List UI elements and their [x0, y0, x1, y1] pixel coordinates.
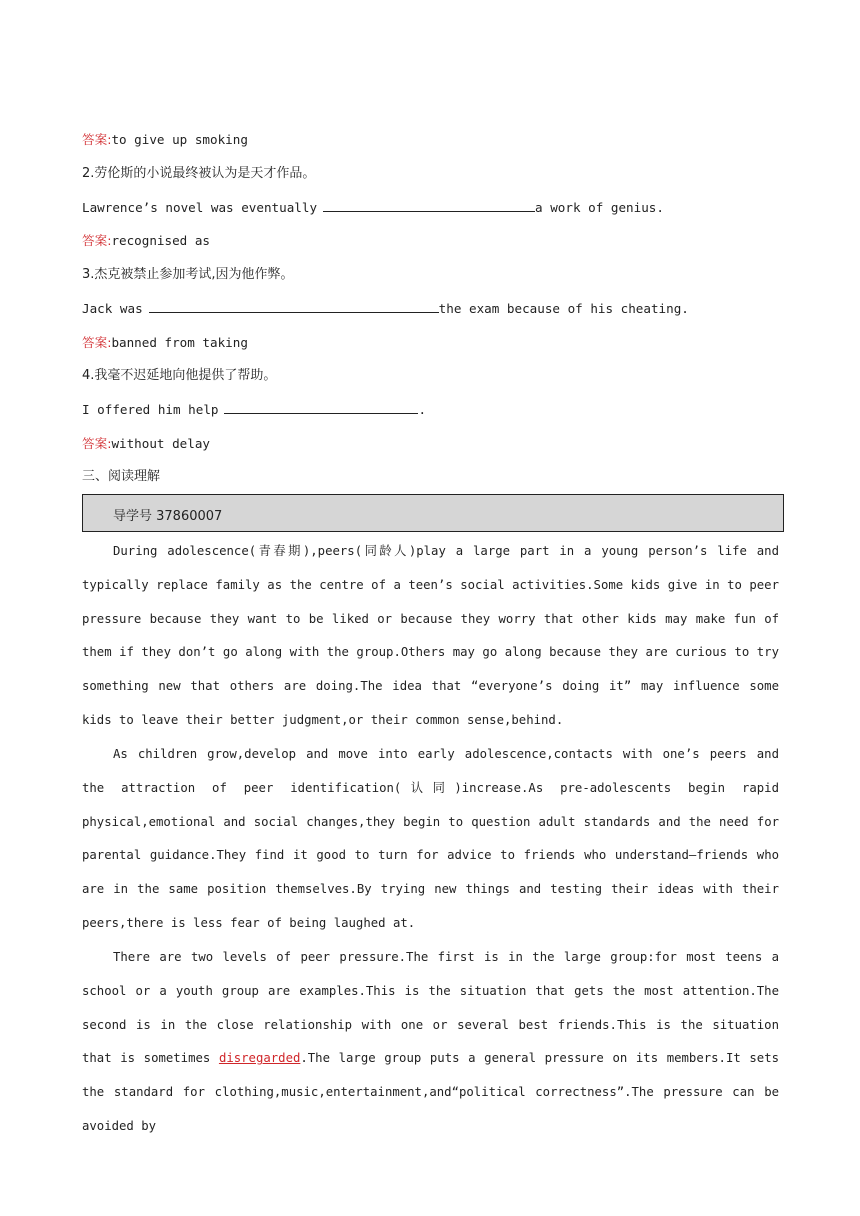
question-text: a work of genius. — [535, 200, 664, 215]
question-2-chinese: 2.劳伦斯的小说最终被认为是天才作品。 — [82, 166, 316, 181]
answer-2 — [82, 232, 779, 250]
answer-text: to give up smoking — [111, 132, 248, 147]
fill-blank — [323, 199, 535, 212]
guide-number: 导学号 37860007 — [113, 509, 223, 524]
answer-label: 答案: — [82, 132, 112, 147]
answer-label: 答案: — [82, 233, 112, 248]
passage-paragraph-2: As children grow,develop and move into early adolescence,contacts with one’s peers and the attraction of peer identification(认同)increase.As pre-adolescents begin rapid physical,emotional and social changes,they begin to question adult standards and the need for parental guidance.They find it good to turn for advice to friends who understand—friends who are in the same position themselves.By trying new things and testing their ideas with their peers,there is less fear of being laughed at. — [82, 747, 779, 930]
paragraph-text: There are two levels of peer pressure.The first is in the large group:for most teens a school or a youth group are examples.This is the situation that gets the most attention.The second is in the close relationship with one or several best friends.This is the situation that is sometimes — [82, 950, 779, 1066]
answer-text: without delay — [111, 436, 211, 451]
question-4-english — [82, 401, 779, 419]
highlighted-word: disregarded — [218, 1051, 301, 1066]
answer-label: 答案: — [82, 436, 112, 451]
answer-label: 答案: — [82, 335, 112, 350]
answer-3 — [82, 334, 779, 352]
question-3-english — [82, 300, 779, 318]
paragraph-text: .The large group puts a general pressure on its members.It sets the standard for clothing,music,entertainment,and“political correctness”.The pressure can be avoided by — [82, 1051, 779, 1133]
question-text: I offered him help — [82, 402, 219, 417]
question-text: Lawrence’s novel was eventually — [82, 200, 318, 215]
guide-number-box — [82, 494, 784, 532]
answer-text: banned from taking — [111, 335, 248, 350]
section-title: 三、阅读理解 — [82, 469, 161, 484]
answer-1 — [82, 131, 779, 149]
fill-blank — [224, 401, 418, 414]
question-text: . — [418, 402, 427, 417]
fill-blank — [149, 300, 439, 313]
question-4-chinese: 4.我毫不迟延地向他提供了帮助。 — [82, 368, 277, 383]
question-3-chinese: 3.杰克被禁止参加考试,因为他作弊。 — [82, 267, 294, 282]
passage-paragraph-3 — [82, 941, 779, 1144]
question-text: the exam because of his cheating. — [438, 301, 689, 316]
passage-paragraph-1: During adolescence(青春期),peers(同龄人)play a large part in a young person’s life and typically replace family as the centre of a teen’s social activities.Some kids give in to peer pressure because they want to be liked or because they worry that other kids may make fun of them if they don’t go along with the group.Others may go along because they are curious to try something new that others are doing.The idea that “everyone’s doing it” may influence some kids to leave their better judgment,or their common sense,behind. — [82, 544, 779, 727]
question-2-english — [82, 199, 779, 217]
answer-4 — [82, 435, 779, 453]
answer-text: recognised as — [111, 233, 211, 248]
question-text: Jack was — [82, 301, 143, 316]
